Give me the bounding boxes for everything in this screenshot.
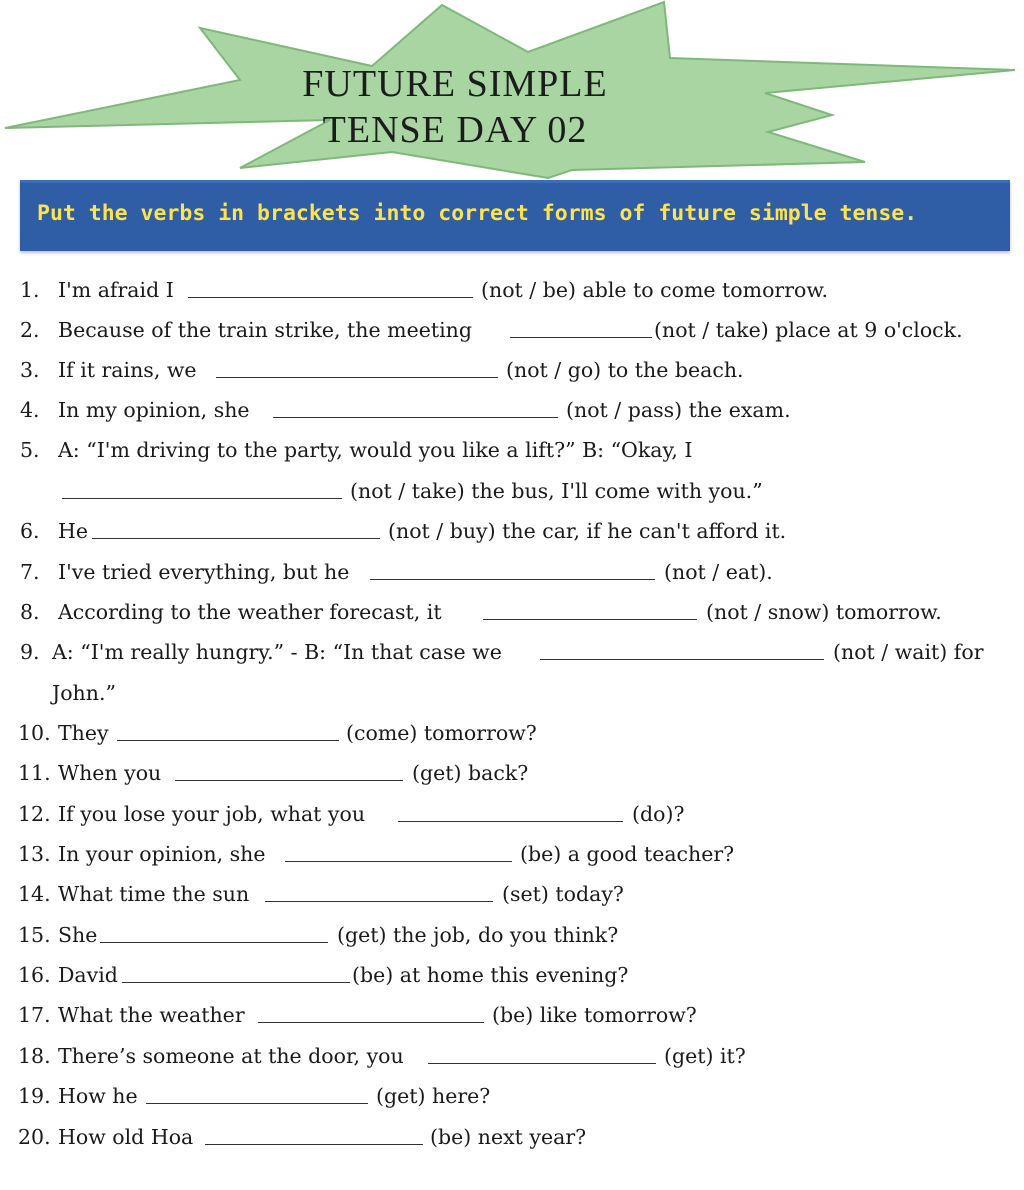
verb-hint: (not / be) able to come tomorrow. <box>481 278 828 302</box>
question-number: 7. <box>20 560 40 584</box>
question-number: 5. <box>20 438 40 462</box>
answer-blank[interactable] <box>258 1022 484 1023</box>
question-text: In your opinion, she <box>58 842 266 866</box>
question-number: 20. <box>18 1125 51 1149</box>
question-text: I've tried everything, but he <box>58 560 350 584</box>
question-row <box>0 310 1010 350</box>
answer-blank[interactable] <box>285 861 512 862</box>
answer-blank[interactable] <box>100 942 328 943</box>
worksheet-title-line-1: FUTURE SIMPLE <box>302 63 608 105</box>
question-number: 19. <box>18 1084 51 1108</box>
instruction-banner <box>20 180 1010 251</box>
question-row <box>0 1117 1010 1157</box>
question-number: 18. <box>18 1044 51 1068</box>
answer-blank[interactable] <box>122 982 350 983</box>
question-row <box>0 592 1010 632</box>
verb-hint: (set) today? <box>502 882 624 906</box>
question-row <box>0 874 1010 914</box>
answer-blank[interactable] <box>175 780 403 781</box>
question-text: How old Hoa <box>58 1125 194 1149</box>
verb-hint: (get) here? <box>376 1084 491 1108</box>
question-text: When you <box>58 761 162 785</box>
verb-hint: (not / buy) the car, if he can't afford it. <box>388 519 787 543</box>
question-number: 2. <box>20 318 40 342</box>
question-row <box>0 753 1010 793</box>
verb-hint: (get) the job, do you think? <box>337 923 619 947</box>
question-row <box>0 995 1010 1035</box>
answer-blank[interactable] <box>398 821 623 822</box>
question-text: There’s someone at the door, you <box>58 1044 404 1068</box>
question-number: 9. <box>20 640 40 664</box>
question-row <box>0 1076 1010 1116</box>
question-text: According to the weather forecast, it <box>58 600 442 624</box>
answer-blank[interactable] <box>265 901 493 902</box>
verb-hint: (not / take) place at 9 o'clock. <box>654 318 963 342</box>
worksheet-title-line-2: TENSE DAY 02 <box>322 109 588 151</box>
question-row-continued <box>0 673 1010 713</box>
verb-hint: (be) a good teacher? <box>520 842 735 866</box>
question-number: 16. <box>18 963 51 987</box>
verb-hint: (not / snow) tomorrow. <box>706 600 942 624</box>
question-text: Because of the train strike, the meeting <box>58 318 472 342</box>
question-text: What the weather <box>58 1003 245 1027</box>
question-number: 1. <box>20 278 40 302</box>
question-text: They <box>58 721 109 745</box>
answer-blank[interactable] <box>216 377 498 378</box>
question-text: She <box>58 923 98 947</box>
question-text: I'm afraid I <box>58 278 174 302</box>
verb-hint: (not / eat). <box>664 560 773 584</box>
question-row <box>0 270 1010 310</box>
verb-hint: (get) it? <box>664 1044 746 1068</box>
question-text: How he <box>58 1084 138 1108</box>
verb-hint: (not / wait) for <box>833 640 984 664</box>
question-row <box>0 834 1010 874</box>
question-row <box>0 632 1010 672</box>
verb-hint: (not / go) to the beach. <box>506 358 744 382</box>
question-number: 15. <box>18 923 51 947</box>
question-row <box>0 794 1010 834</box>
question-text: He <box>58 519 89 543</box>
question-text: If it rains, we <box>58 358 197 382</box>
question-text: In my opinion, she <box>58 398 250 422</box>
answer-blank[interactable] <box>273 417 558 418</box>
question-text: A: “I'm really hungry.” - B: “In that case we <box>52 640 502 664</box>
question-text: A: “I'm driving to the party, would you like a lift?” B: “Okay, I <box>58 438 693 462</box>
question-number: 11. <box>18 761 51 785</box>
answer-blank[interactable] <box>146 1103 368 1104</box>
answer-blank[interactable] <box>483 619 697 620</box>
question-number: 10. <box>18 721 51 745</box>
question-number: 8. <box>20 600 40 624</box>
question-row <box>0 915 1010 955</box>
question-number: 3. <box>20 358 40 382</box>
answer-blank[interactable] <box>510 337 652 338</box>
question-number: 14. <box>18 882 51 906</box>
answer-blank[interactable] <box>188 297 473 298</box>
verb-hint: (get) back? <box>412 761 529 785</box>
verb-hint: (not / pass) the exam. <box>566 398 791 422</box>
question-number: 13. <box>18 842 51 866</box>
question-row <box>0 955 1010 995</box>
question-number: 12. <box>18 802 51 826</box>
instruction-text: Put the verbs in brackets into correct forms of future simple tense. <box>37 201 918 226</box>
question-number: 6. <box>20 519 40 543</box>
question-row <box>0 1036 1010 1076</box>
answer-blank[interactable] <box>205 1144 423 1145</box>
answer-blank[interactable] <box>62 498 342 499</box>
answer-blank[interactable] <box>117 740 339 741</box>
verb-hint: (be) like tomorrow? <box>492 1003 697 1027</box>
verb-hint: (be) at home this evening? <box>352 963 629 987</box>
answer-blank[interactable] <box>370 579 655 580</box>
answer-blank[interactable] <box>540 659 824 660</box>
question-row <box>0 552 1010 592</box>
verb-hint: (come) tomorrow? <box>346 721 537 745</box>
answer-blank[interactable] <box>92 538 380 539</box>
question-row <box>0 511 1010 551</box>
verb-hint: (not / take) the bus, I'll come with you.” <box>350 479 763 503</box>
question-row-continued <box>0 471 1010 511</box>
question-row <box>0 390 1010 430</box>
question-text: John.” <box>52 681 116 705</box>
question-row <box>0 350 1010 390</box>
verb-hint: (do)? <box>632 802 685 826</box>
question-number: 17. <box>18 1003 51 1027</box>
verb-hint: (be) next year? <box>430 1125 587 1149</box>
question-number: 4. <box>20 398 40 422</box>
question-text: David <box>58 963 118 987</box>
question-text: What time the sun <box>58 882 250 906</box>
question-row <box>0 713 1010 753</box>
answer-blank[interactable] <box>428 1063 656 1064</box>
question-text: If you lose your job, what you <box>58 802 366 826</box>
question-row <box>0 430 1010 470</box>
